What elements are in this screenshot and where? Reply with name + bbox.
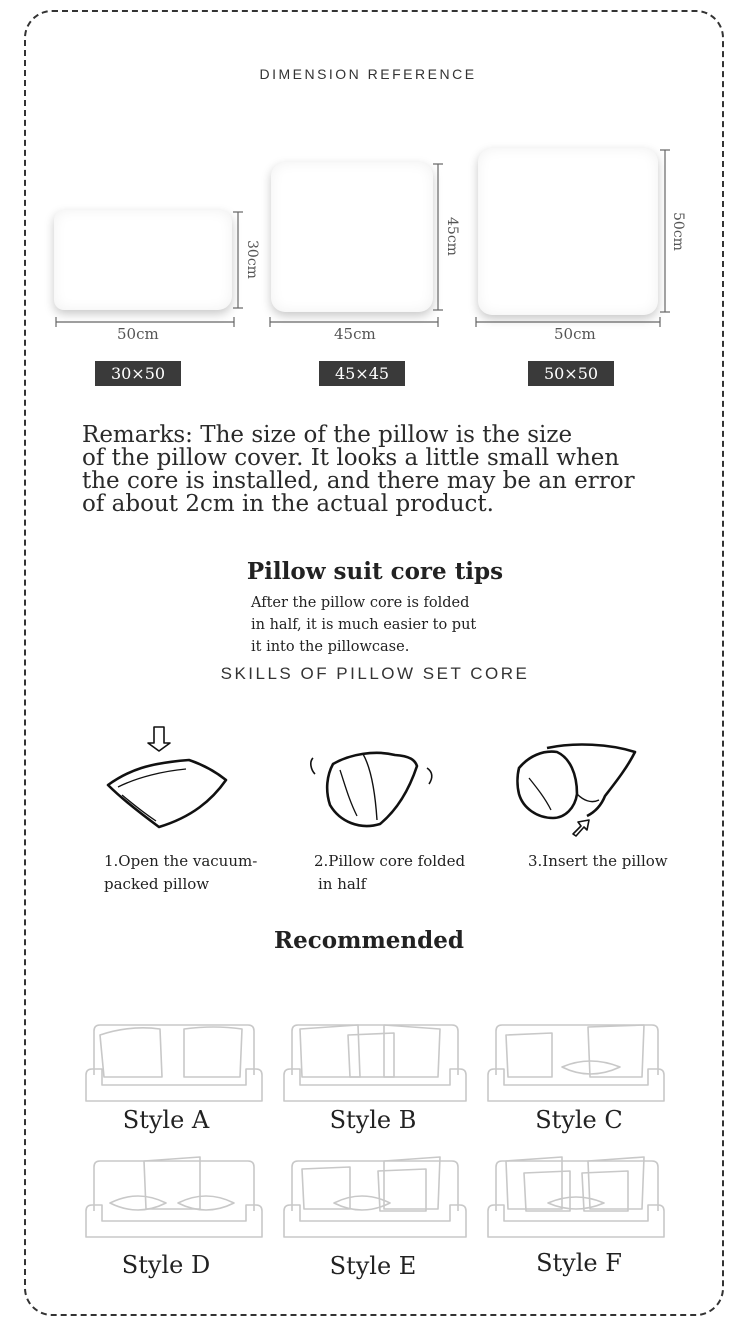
pillow-1-height-label: 30cm	[244, 240, 260, 279]
dimension-reference-title: DIMENSION REFERENCE	[259, 66, 477, 82]
sofa-illustrations	[0, 1015, 750, 1275]
step-caption-line: 3.Insert the pillow	[528, 852, 668, 870]
pillow-folded-icon	[305, 740, 445, 850]
sofa-style-c-icon	[488, 1025, 664, 1101]
style-d-label: Style D	[121, 1251, 211, 1279]
tips-title: Pillow suit core tips	[246, 558, 504, 585]
style-f-label: Style F	[536, 1249, 622, 1277]
pillow-2-height-label: 45cm	[444, 217, 460, 256]
sofa-style-e-icon	[284, 1157, 466, 1237]
pillow-insert-icon	[515, 738, 645, 848]
style-a-label: Style A	[122, 1106, 210, 1134]
sofa-style-d-icon	[86, 1157, 262, 1237]
sofa-style-b-icon	[284, 1025, 466, 1101]
step-caption-line: packed pillow	[104, 875, 210, 893]
remarks-text	[82, 424, 702, 516]
remarks-line: the core is installed, and there may be an error	[82, 468, 635, 494]
step-1-caption	[104, 850, 257, 896]
size-tag-50x50: 50×50	[528, 361, 614, 386]
step-2-caption	[314, 850, 465, 896]
dimension-lines	[0, 0, 750, 360]
size-tag-30x50: 30×50	[95, 361, 181, 386]
tips-line: After the pillow core is folded	[251, 595, 470, 611]
pillow-3-height-label: 50cm	[670, 212, 686, 251]
tips-line: in half, it is much easier to put	[251, 617, 477, 633]
tips-body	[251, 592, 476, 658]
remarks-line: Remarks: The size of the pillow is the size	[82, 422, 573, 448]
sofa-style-f-icon	[488, 1157, 664, 1237]
remarks-line: of about 2cm in the actual product.	[82, 491, 494, 517]
size-tag-45x45: 45×45	[319, 361, 405, 386]
pillow-2-width-label: 45cm	[334, 325, 376, 343]
skills-subtitle: SKILLS OF PILLOW SET CORE	[220, 664, 530, 683]
style-e-label: Style E	[329, 1252, 417, 1280]
step-caption-line: 1.Open the vacuum-	[104, 852, 258, 870]
style-c-label: Style C	[535, 1106, 623, 1134]
remarks-line: of the pillow cover. It looks a little small when	[82, 445, 620, 471]
pillow-3-width-label: 50cm	[554, 325, 596, 343]
sofa-style-a-icon	[86, 1025, 262, 1101]
recommended-title: Recommended	[274, 927, 464, 954]
tips-line: it into the pillowcase.	[251, 639, 410, 655]
step-caption-line: 2.Pillow core folded	[314, 852, 466, 870]
pillow-open-icon	[104, 725, 234, 835]
pillow-1-width-label: 50cm	[117, 325, 159, 343]
step-3-caption	[528, 850, 668, 873]
style-b-label: Style B	[329, 1106, 417, 1134]
step-caption-line: in half	[318, 875, 367, 893]
